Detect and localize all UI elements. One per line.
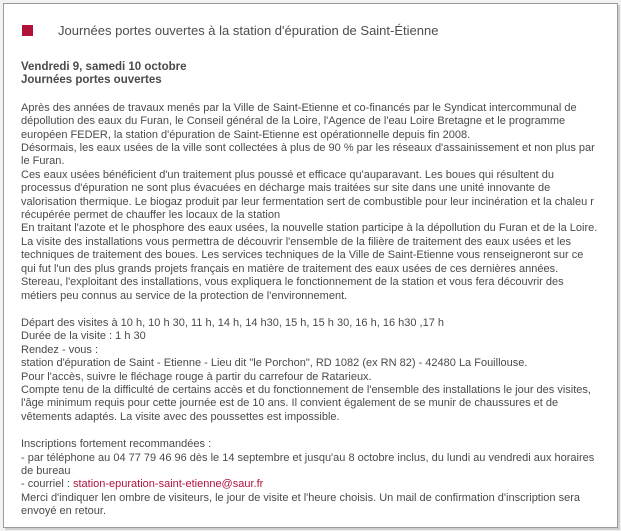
text-line: Pour l'accès, suivre le fléchage rouge à partir du carrefour de Ratarieux. bbox=[21, 370, 372, 383]
event-date: Vendredi 9, samedi 10 octobre bbox=[21, 61, 187, 73]
text-line: Désormais, les eaux usées de la ville sont collectées à plus de 90 % par les réseaux d'assainissement et non plus par bbox=[21, 142, 595, 155]
paragraph-intro bbox=[21, 102, 611, 303]
text-line: Durée de la visite : 1 h 30 bbox=[21, 330, 146, 343]
text-line: métiers peu connus au service de la protection de l'environnement. bbox=[21, 289, 348, 302]
article-title: Journées portes ouvertes à la station d'épuration de Saint-Étienne bbox=[58, 22, 439, 38]
text-line: envoyé en retour. bbox=[21, 505, 107, 518]
article-header bbox=[22, 20, 438, 40]
email-prefix: - courriel : bbox=[21, 478, 73, 491]
text-line: Merci d'indiquer len ombre de visiteurs, le jour de visite et l'heure choisis. Un mail de confirmation d'inscription sera bbox=[21, 491, 580, 504]
text-line: techniques de traitement des boues. Les services techniques de la Ville de Saint-Etienne vous renseigneront sur ce bbox=[21, 249, 584, 262]
text-line: Rendez - vous : bbox=[21, 343, 99, 356]
text-line: vêtements adaptés. La visite avec des poussettes est impossible. bbox=[21, 410, 340, 423]
paragraph-practical-info bbox=[21, 317, 611, 424]
text-line: Ces eaux usées bénéficient d'un traitement plus poussé et efficace qu'auparavant. Les boues qui résultent du bbox=[21, 168, 554, 181]
paragraph-registration bbox=[21, 438, 611, 518]
email-line bbox=[21, 478, 611, 491]
article-panel bbox=[3, 3, 618, 528]
text-line: valorisation thermique. Le biogaz produit par leur fermentation sert de combustible pour leur incinération et la chaleu r bbox=[21, 195, 594, 208]
text-line: station d'épuration de Saint - Etienne - Lieu dit "le Porchon", RD 1082 (ex RN 82) - 42480 La Fouillouse. bbox=[21, 357, 528, 370]
text-line: Stereau, l'exploitant des installations, vous expliquera le fonctionnement de la station et vous fera découvrir des bbox=[21, 276, 564, 289]
text-line: processus d'épuration ne sont plus évacuées en décharge mais traitées sur site dans une unité innovante de bbox=[21, 182, 551, 195]
red-square-bullet-icon bbox=[22, 25, 33, 36]
text-line: le Furan. bbox=[21, 155, 65, 168]
text-line: - par téléphone au 04 77 79 46 96 dès le 14 septembre et jusqu'au 8 octobre inclus, du lundi au vendredi aux horaires bbox=[21, 451, 595, 464]
event-subtitle: Journées portes ouvertes bbox=[21, 74, 162, 87]
text-line: dépollution des eaux du Furan, le Conseil général de la Loire, l'Agence de l'eau Loire Bretagne et le programme bbox=[21, 115, 566, 128]
text-line: Départ des visites à 10 h, 10 h 30, 11 h, 14 h, 14 h30, 15 h, 15 h 30, 16 h, 16 h30 ,17 h bbox=[21, 316, 444, 329]
text-line: de bureau bbox=[21, 464, 71, 477]
text-line: qui fut l'un des plus grands projets français en matière de traitement des eaux usées de ces dernières années. bbox=[21, 262, 559, 275]
text-line: l'âge minimum requis pour cette journée est de 10 ans. Il convient également de se munir de chaussures et de bbox=[21, 397, 559, 410]
email-link[interactable]: station-epuration-saint-etienne@saur.fr bbox=[72, 478, 264, 491]
text-line: Inscriptions fortement recommandées : bbox=[21, 438, 212, 451]
text-line: En traitant l'azote et le phosphore des eaux usées, la nouvelle station participe à la dépollution du Furan et de la Loire. bbox=[21, 222, 598, 235]
text-line: Après des années de travaux menés par la Ville de Saint-Etienne et co-financés par le Syndicat intercommunal de bbox=[21, 101, 577, 114]
text-line: Compte tenu de la difficulté de certains accès et du fonctionnement de l'ensemble des installations le jour des visites, bbox=[21, 383, 591, 396]
text-line: récupérée permet de chauffer les locaux de la station bbox=[21, 209, 281, 222]
article-body bbox=[21, 61, 611, 519]
text-line: La visite des installations vous permettra de découvrir l'ensemble de la filière de traitement des eaux usées et les bbox=[21, 235, 571, 248]
text-line: européen FEDER, la station d'épuration de Saint-Etienne est opérationnelle depuis fin 2008. bbox=[21, 128, 471, 141]
